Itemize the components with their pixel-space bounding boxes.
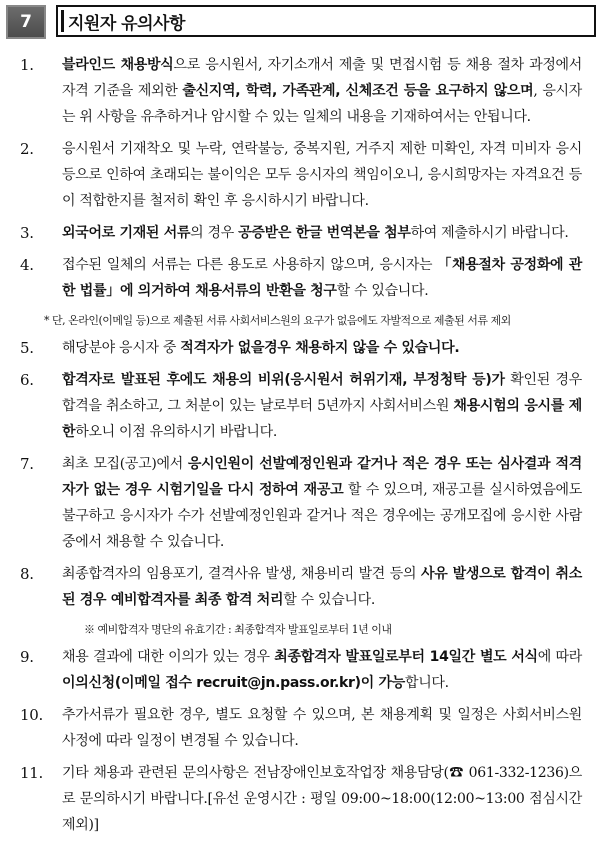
section-number-badge: 7: [6, 5, 46, 39]
body-text: 할 수 있으며, 재공고를 실시하였음에도 불구하고 응시자가 수가 선발예정인원과 같거나 적은 경우에는 공개모집에 응시한 사람 중에서 채용할 수 있습니다.: [62, 482, 582, 550]
list-item: [0, 220, 606, 246]
body-text: 의 경우: [190, 225, 239, 241]
list-item: [0, 335, 606, 361]
item-number: 9.: [20, 648, 34, 666]
list-item: [0, 644, 606, 696]
emphasis-text: 외국어로 기재된 서류: [62, 225, 191, 241]
item-number: 1.: [20, 56, 34, 74]
body-text: 할 수 있습니다.: [336, 283, 429, 299]
body-text: 하여 제출하시기 바랍니다.: [410, 225, 569, 241]
body-text: 하오니 이점 유의하시기 바랍니다.: [75, 424, 277, 440]
item-number: 3.: [20, 224, 34, 242]
body-text: 으로 응시원서, 자기소개서 제출 및 면접시험 등 채용 절차 과정에서 자격 기준을 제외한: [62, 57, 582, 99]
footnote: * 단, 온라인(이메일 등)으로 제출된 서류 사회서비스원의 요구가 없음에도 자발적으로 제출된 서류 제외: [44, 314, 511, 327]
item-number: 5.: [20, 339, 34, 357]
emphasis-text: 적격자가 없을경우 채용하지 않을 수 있습니다.: [180, 340, 460, 356]
body-text: 채용 결과에 대한 이의가 있는 경우: [62, 649, 275, 665]
emphasis-text: 사유 발생으로 합격이 취소된 경우 예비합격자를 최종 합격 처리: [62, 566, 582, 608]
item-number: 10.: [20, 706, 43, 724]
section-title: 지원자 유의사항: [56, 5, 596, 37]
footnote: ※ 예비합격자 명단의 유효기간 : 최종합격자 발표일로부터 1년 이내: [84, 623, 392, 636]
list-item: [0, 760, 606, 838]
emphasis-text: 채용시험의 응시를 제한: [62, 398, 582, 440]
body-text: 할 수 있습니다.: [283, 592, 376, 608]
emphasis-text: 응시인원이 선발예정인원과 같거나 적은 경우 또는 심사결과 적격자가 없는 경우 시험기일을 다시 정하여 재공고: [62, 456, 582, 498]
body-text: , 응시자는 위 사항을 유추하거나 암시할 수 있는 일체의 내용을 기재하여서는 안됩니다.: [62, 83, 582, 125]
emphasis-text: 이의신청(이메일 접수 recruit@jn.pass.or.kr)이 가능: [62, 675, 405, 691]
list-item: [0, 252, 606, 304]
emphasis-text: 출신지역, 학력, 가족관계, 신체조건 등을 요구하지 않으며: [182, 83, 534, 99]
list-item: [0, 702, 606, 754]
item-number: 7.: [20, 455, 34, 473]
item-number: 2.: [20, 140, 34, 158]
emphasis-text: 「채용절차 공정화에 관한 법률」에 의거하여 채용서류의 반환을 청구: [62, 257, 582, 299]
body-text: 최종합격자의 임용포기, 결격사유 발생, 채용비리 발견 등의: [62, 566, 421, 582]
list-item: [0, 52, 606, 130]
section-header: [6, 5, 600, 41]
item-number: 8.: [20, 565, 34, 583]
list-item: [0, 136, 606, 214]
emphasis-text: 블라인드 채용방식: [62, 57, 174, 73]
emphasis-text: 합격자로 발표된 후에도 채용의 비위(응시원서 허위기재, 부정청탁 등)가: [62, 372, 505, 388]
emphasis-text: 공증받은 한글 번역본을 첨부: [238, 225, 411, 241]
list-item: [0, 451, 606, 555]
notice-list: [0, 52, 606, 844]
body-text: 기타 채용과 관련된 문의사항은 전남장애인보호작업장 채용담당(☎ 061-332-1236)으로 문의하시기 바랍니다.[유선 운영시간 : 평일 09:00~18:00(12:00~13:00 점심시간 제외)]: [62, 765, 582, 833]
body-text: 합니다.: [404, 675, 449, 691]
body-text: 접수된 일체의 서류는 다른 용도로 사용하지 않으며, 응시자는: [62, 257, 438, 273]
body-text: 해당분야 응시자 중: [62, 340, 181, 356]
list-item: [0, 367, 606, 445]
item-number: 11.: [20, 764, 43, 782]
item-number: 6.: [20, 371, 34, 389]
body-text: 에 따라: [537, 649, 582, 665]
body-text: 추가서류가 필요한 경우, 별도 요청할 수 있으며, 본 채용계획 및 일정은 사회서비스원 사정에 따라 일정이 변경될 수 있습니다.: [62, 707, 582, 749]
emphasis-text: 최종합격자 발표일로부터 14일간 별도 서식: [274, 649, 538, 665]
item-number: 4.: [20, 256, 34, 274]
list-item: [0, 561, 606, 613]
body-text: 확인된 경우 합격을 취소하고, 그 처분이 있는 날로부터 5년까지 사회서비스원: [62, 372, 582, 414]
body-text: 최초 모집(공고)에서: [62, 456, 188, 472]
body-text: 응시원서 기재착오 및 누락, 연락불능, 중복지원, 거주지 제한 미확인, 자격 미비자 응시 등으로 인하여 초래되는 불이익은 모두 응시자의 책임이오니, 응시희망자는 자격요건 등이 적합한지를 철저히 확인 후 응시하시기 바랍니다.: [62, 141, 582, 209]
